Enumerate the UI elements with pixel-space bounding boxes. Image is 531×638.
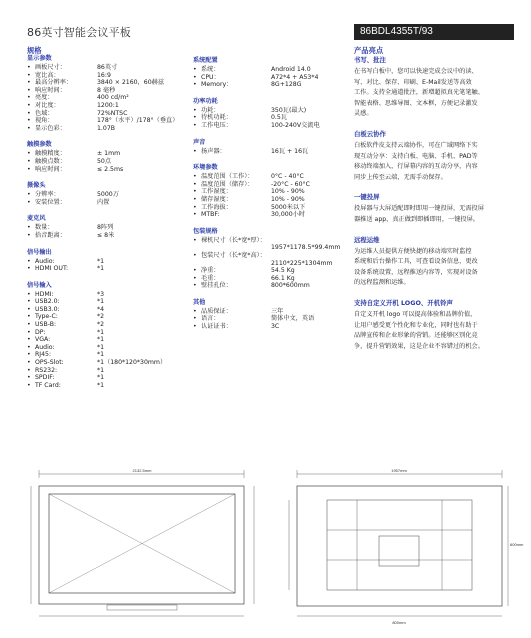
bullet-icon: • xyxy=(27,198,31,206)
spec-value: 16:9 xyxy=(97,71,111,79)
bullet-icon: • xyxy=(193,211,197,219)
spec-value: 10% - 90% xyxy=(271,195,305,203)
spec-section-heading: 功率功耗 xyxy=(193,97,218,105)
spec-key: 拾音距离： xyxy=(35,231,66,239)
bullet-icon: • xyxy=(27,336,31,344)
spec-row xyxy=(27,166,192,174)
spec-value: 30,000小时 xyxy=(271,211,306,219)
spec-section xyxy=(193,228,350,290)
rear-view-drawing xyxy=(289,470,508,616)
spec-key: 认证证书： xyxy=(201,323,232,331)
spec-key: 功耗： xyxy=(201,106,220,114)
spec-value: *1 xyxy=(97,351,105,359)
spec-row xyxy=(193,188,350,196)
spec-key: 温度范围（储存）： xyxy=(201,180,254,188)
spec-value: A72*4 + A53*4 xyxy=(271,73,319,81)
spec-section-heading: 系统配置 xyxy=(193,57,218,64)
spec-key: 视角： xyxy=(35,117,54,125)
spec-row xyxy=(193,211,350,219)
spec-key: VGA: xyxy=(35,336,51,344)
spec-value: 0.5瓦 xyxy=(271,114,288,122)
rear-outline xyxy=(297,486,502,606)
bullet-icon: • xyxy=(193,106,197,114)
spec-value: 3C xyxy=(271,323,280,331)
bullet-icon: • xyxy=(27,157,31,165)
bullet-icon: • xyxy=(193,251,197,259)
spec-section-heading: 触摸参数 xyxy=(27,141,52,149)
spec-key: 分辨率： xyxy=(35,191,60,199)
spec-row xyxy=(193,323,350,331)
bullet-icon: • xyxy=(193,173,197,181)
spec-section xyxy=(27,55,192,132)
spec-value: 16瓦 + 16瓦 xyxy=(271,147,309,155)
highlight-text-line: 为运维人员提供方便快捷的移动端实时监控 xyxy=(354,247,472,255)
spec-section xyxy=(27,215,192,239)
spec-value: 5000米以下 xyxy=(271,203,306,211)
spec-row xyxy=(27,359,192,367)
spec-value: 50点 xyxy=(97,157,112,165)
spec-key: 待机功耗： xyxy=(201,114,232,122)
bullet-icon: • xyxy=(193,323,197,331)
spec-row xyxy=(27,117,192,125)
highlight-section xyxy=(354,193,514,225)
spec-row xyxy=(27,298,192,306)
highlight-text-line: 器推送 app，真正做到即插即用，一键投屏。 xyxy=(354,215,479,223)
spec-row xyxy=(27,158,192,166)
dim-top-left: 2132.5mm xyxy=(132,468,152,473)
spec-section-heading: 摄像头 xyxy=(27,182,46,190)
bullet-icon: • xyxy=(193,121,197,129)
spec-row xyxy=(193,74,350,82)
bullet-icon: • xyxy=(27,94,31,102)
spec-row xyxy=(27,344,192,352)
spec-section-heading: 麦克风 xyxy=(27,215,46,223)
bullet-icon xyxy=(193,244,201,252)
bullet-icon: • xyxy=(27,328,31,336)
bullet-icon: • xyxy=(27,191,31,199)
spec-row xyxy=(193,252,350,260)
highlight-text-line: 智能表格、思维导图、文本框，方便记录激发 xyxy=(354,99,478,107)
bullet-icon: • xyxy=(193,73,197,81)
spec-value: 100-240V交流电 xyxy=(271,121,320,129)
spec-key: 最高分辨率： xyxy=(35,79,73,87)
spec-section xyxy=(27,282,192,390)
spec-key: USB2.0: xyxy=(35,298,60,306)
spec-section-heading: 信号输入 xyxy=(27,281,52,289)
spec-key: USB3.0: xyxy=(35,305,60,313)
bullet-icon: • xyxy=(193,81,197,89)
spec-row xyxy=(27,191,192,199)
spec-section xyxy=(193,57,350,89)
spec-value: *1 xyxy=(97,328,105,336)
spec-key: 语言： xyxy=(201,315,220,323)
spec-row xyxy=(27,224,192,232)
bullet-icon: • xyxy=(27,150,31,158)
spec-section xyxy=(193,139,350,156)
highlight-text-line: 同步上传至云端，无需手动保存。 xyxy=(354,173,447,181)
bullet-icon: • xyxy=(27,165,31,173)
bullet-icon: • xyxy=(27,343,31,351)
spec-value: *2 xyxy=(97,313,105,321)
spec-key xyxy=(201,260,271,268)
spec-column-left xyxy=(27,46,192,398)
bullet-icon: • xyxy=(27,101,31,109)
bullet-icon: • xyxy=(193,282,197,290)
bullet-icon: • xyxy=(27,109,31,117)
spec-value: 5000万 xyxy=(97,191,119,199)
spec-section-heading: 声音 xyxy=(193,138,206,146)
spec-section-heading: 其他 xyxy=(193,298,206,306)
bullet-icon: • xyxy=(193,147,197,155)
bullet-icon: • xyxy=(27,224,31,232)
spec-section-heading: 环境参数 xyxy=(193,164,218,172)
spec-key: 工作电压： xyxy=(201,121,232,129)
spec-key: 触摸精度： xyxy=(35,150,66,158)
spec-value: ≤ 8米 xyxy=(97,231,115,239)
spec-key: 储存湿度： xyxy=(201,195,232,203)
spec-key: 温度范围（工作）： xyxy=(201,173,254,181)
spec-key: 包装尺寸（长*宽*高）： xyxy=(201,251,266,259)
bullet-icon: • xyxy=(27,86,31,94)
spec-key: RJ45: xyxy=(35,351,52,359)
specs-title: 规格 xyxy=(27,46,42,55)
bullet-icon: • xyxy=(27,359,31,367)
spec-row xyxy=(27,336,192,344)
spec-value: *1 xyxy=(97,336,105,344)
highlight-text-line: 让用户感受更个性化和专业化，同时也有助于 xyxy=(354,321,478,329)
spec-value: 8G+128G xyxy=(271,81,302,89)
highlights-title: 产品亮点 xyxy=(354,46,384,55)
spec-key: 显示色彩： xyxy=(35,124,66,132)
spec-value xyxy=(268,237,350,245)
spec-value: *1 xyxy=(97,298,105,306)
highlights-column xyxy=(354,46,514,362)
spec-section xyxy=(193,164,350,219)
spec-row xyxy=(27,199,192,207)
spec-value: *1 xyxy=(97,257,105,265)
spec-value: 三年 xyxy=(271,307,284,315)
spec-value: 8 毫秒 xyxy=(97,86,116,94)
spec-value: *1 xyxy=(97,374,105,382)
spec-key: 色域： xyxy=(35,109,54,117)
spec-key: 触摸点数： xyxy=(35,157,66,165)
spec-row xyxy=(27,94,192,102)
spec-row xyxy=(193,114,350,122)
highlight-section xyxy=(354,299,514,352)
spec-key: HDMI: xyxy=(35,290,54,298)
spec-value: 1.07B xyxy=(97,124,116,132)
spec-value: 3840 × 2160，60赫兹 xyxy=(97,79,165,87)
dim-bottom: 800mm xyxy=(392,620,406,625)
bullet-icon: • xyxy=(193,307,197,315)
model-number: 86BDL4355T/93 xyxy=(354,24,514,40)
spec-value xyxy=(268,252,350,260)
spec-row xyxy=(193,148,350,156)
spec-key: 毛重： xyxy=(201,274,220,282)
spec-sections-left xyxy=(27,55,192,389)
spec-row xyxy=(27,329,192,337)
spec-key: 安装位置： xyxy=(35,198,66,206)
spec-key: Audio: xyxy=(35,257,55,265)
spec-key: Memory： xyxy=(201,81,233,89)
spec-value: ≤ 2.5ms xyxy=(97,165,124,173)
spec-row xyxy=(193,196,350,204)
spec-value: 400 cd/m² xyxy=(97,94,129,102)
bullet-icon: • xyxy=(27,257,31,265)
spec-key: RS232: xyxy=(35,366,58,374)
spec-key: 壁挂孔位： xyxy=(201,282,232,290)
spec-value: 178°（水平）/178°（垂直） xyxy=(97,117,179,125)
spec-value: 2110*225*1304mm xyxy=(271,259,333,267)
spec-value: *1 xyxy=(97,343,105,351)
spec-row xyxy=(193,260,350,268)
spec-section xyxy=(193,299,350,331)
spec-row xyxy=(27,313,192,321)
spec-row xyxy=(27,150,192,158)
bullet-icon: • xyxy=(27,79,31,87)
spec-section xyxy=(193,98,350,130)
highlights-list xyxy=(354,56,514,352)
highlight-section xyxy=(354,56,514,120)
bullet-icon: • xyxy=(27,374,31,382)
spec-key: HDMI OUT: xyxy=(35,265,69,273)
bullet-icon: • xyxy=(27,64,31,71)
spec-section-heading: 包装规格 xyxy=(193,227,218,235)
spec-value: *2 xyxy=(97,321,105,329)
spec-row xyxy=(193,173,350,181)
highlight-text-line: 的远程监测和运维。 xyxy=(354,279,410,287)
dim-top-right: 1957mm xyxy=(391,468,407,473)
spec-value: *4 xyxy=(97,305,105,313)
bullet-icon: • xyxy=(27,231,31,239)
bullet-icon: • xyxy=(193,195,197,203)
bullet-icon: • xyxy=(193,315,197,323)
spec-row xyxy=(27,374,192,382)
spec-row xyxy=(27,102,192,110)
bullet-icon: • xyxy=(193,180,197,188)
spec-section xyxy=(27,141,192,173)
spec-row xyxy=(27,321,192,329)
highlight-text-line: 自定义开机 logo 可以提高体验和品牌价值， xyxy=(354,310,477,318)
spec-value: Android 14.0 xyxy=(271,66,311,73)
bullet-icon: • xyxy=(193,66,197,73)
spec-value: 简体中文，英语 xyxy=(271,315,315,323)
spec-key: Audio: xyxy=(35,343,55,351)
spec-row xyxy=(193,66,350,74)
spec-row xyxy=(193,237,350,245)
spec-key: 数量： xyxy=(35,224,54,232)
bullet-icon: • xyxy=(27,351,31,359)
spec-value: 350瓦(最大) xyxy=(271,106,307,114)
front-view-drawing xyxy=(31,470,254,616)
spec-row xyxy=(27,258,192,266)
spec-row xyxy=(193,204,350,212)
spec-row xyxy=(27,265,192,273)
highlight-heading: 白板云协作 xyxy=(354,129,386,138)
highlight-heading: 书写、批注 xyxy=(354,56,386,64)
highlight-text-line: 争，提升营销效果，这是企业不容错过的机会。 xyxy=(354,342,484,350)
spec-sections-middle xyxy=(193,57,350,331)
highlight-heading: 一键投屏 xyxy=(354,193,380,202)
spec-key: SPDIF: xyxy=(35,374,55,382)
spec-row xyxy=(27,351,192,359)
spec-key: 净重： xyxy=(201,267,220,275)
bullet-icon: • xyxy=(193,267,197,275)
highlight-section xyxy=(354,130,514,183)
spec-key: 宽比高： xyxy=(35,71,60,79)
spec-row xyxy=(27,64,192,72)
spec-section-heading: 信号输出 xyxy=(27,248,52,256)
spec-value: 1957*1178.5*99.4mm xyxy=(271,244,341,252)
spec-value: *1 xyxy=(97,366,105,374)
spec-value: *1 xyxy=(97,381,105,389)
spec-key: OPS-Slot: xyxy=(35,359,64,367)
highlight-heading: 支持自定义开机 LOGO、开机铃声 xyxy=(354,298,453,307)
bullet-icon: • xyxy=(27,305,31,313)
spec-key xyxy=(201,244,271,252)
bullet-icon: • xyxy=(27,313,31,321)
bullet-icon: • xyxy=(193,203,197,211)
spec-row xyxy=(193,315,350,323)
bullet-icon: • xyxy=(193,236,197,244)
dim-right: 600mm xyxy=(510,542,524,547)
spec-key: 扬声器： xyxy=(201,147,226,155)
spec-row xyxy=(193,244,350,252)
spec-value: 10% - 90% xyxy=(271,188,305,196)
highlight-heading: 远程运维 xyxy=(354,235,380,244)
spec-key: 工作海拔： xyxy=(201,203,232,211)
spec-column-middle xyxy=(193,46,350,340)
spec-value: 54.5 Kg xyxy=(271,267,295,275)
spec-section xyxy=(27,249,192,273)
panel-outline xyxy=(39,486,244,604)
spec-key: 亮度： xyxy=(35,94,54,102)
spec-row xyxy=(193,122,350,130)
spec-row xyxy=(27,306,192,314)
bullet-icon: • xyxy=(27,71,31,79)
spec-value: ± 1mm xyxy=(97,150,121,158)
spec-key: Type-C: xyxy=(35,313,58,321)
spec-value: 800*600mm xyxy=(271,282,310,290)
spec-section-heading: 显示参数 xyxy=(27,55,52,62)
spec-key: 响应时间： xyxy=(35,165,66,173)
spec-value: *1 xyxy=(97,265,105,273)
spec-row xyxy=(193,81,350,89)
spec-value: 86英寸 xyxy=(97,64,118,71)
bullet-icon: • xyxy=(193,274,197,282)
spec-value: 8阵列 xyxy=(97,224,114,232)
spec-key: 响应时间： xyxy=(35,86,66,94)
bullet-icon: • xyxy=(193,114,197,122)
spec-value: 72%NTSC xyxy=(97,109,128,117)
spec-key: 品质保证： xyxy=(201,307,232,315)
highlight-text-line: 移动终端加入，行屏幕内容的互动分享，内容 xyxy=(354,163,478,171)
spec-row xyxy=(27,367,192,375)
highlight-text-line: 工作。支持全通道批注，新增超拟真光笔笔触、 xyxy=(354,89,484,97)
highlight-text-line: 品牌宣传和企业形象的营销。还能够区别化竞 xyxy=(354,332,478,340)
highlight-section xyxy=(354,236,514,289)
spec-row xyxy=(193,267,350,275)
bullet-icon: • xyxy=(193,188,197,196)
highlight-text-line: 在书写白板中，您可以快速完成会议中的读、 xyxy=(354,68,478,75)
highlight-text-line: 灵感。 xyxy=(354,110,373,118)
spec-key: CPU： xyxy=(201,73,220,81)
spec-key: DP: xyxy=(35,328,46,336)
highlight-text-line: 投屏器与大屏适配即时即用一键投屏，无需投屏 xyxy=(354,205,484,213)
page-title: 86英寸智能会议平板 xyxy=(27,26,131,39)
highlight-text-line: 系统和后台操作工具，可查看设备信息，更改 xyxy=(354,258,478,266)
bullet-icon: • xyxy=(27,381,31,389)
bullet-icon: • xyxy=(27,298,31,306)
bullet-icon: • xyxy=(27,321,31,329)
highlight-text-line: 写、对比、保存、印刷、E-Mail发送等高效 xyxy=(354,78,472,86)
spec-section xyxy=(27,182,192,206)
bullet-icon: • xyxy=(27,366,31,374)
spec-key: 裸机尺寸（长*宽*厚）： xyxy=(201,236,266,244)
spec-key: 系统： xyxy=(201,66,220,73)
technical-drawings xyxy=(27,466,524,626)
spec-row xyxy=(27,291,192,299)
spec-key: TF Card: xyxy=(35,381,61,389)
spec-value: *3 xyxy=(97,290,105,298)
highlight-text-line: 设备系统设置，远程推送内容等，实现对设备 xyxy=(354,268,478,276)
spec-value: 0°C - 40°C xyxy=(271,173,304,181)
highlight-text-line: 白板软件皮支持云端协作，可在广域网络下实 xyxy=(354,141,478,149)
spec-key: MTBF: xyxy=(201,211,220,219)
spec-key: 画板尺寸： xyxy=(35,64,66,71)
spec-value: 内置 xyxy=(97,198,110,206)
bullet-icon xyxy=(193,260,201,268)
spec-value: 66.1 Kg xyxy=(271,274,295,282)
bullet-icon: • xyxy=(27,117,31,125)
spec-row xyxy=(27,232,192,240)
bullet-icon: • xyxy=(27,124,31,132)
spec-key: 对比度： xyxy=(35,101,60,109)
spec-row xyxy=(193,282,350,290)
spec-row xyxy=(27,382,192,390)
spec-value: 1200:1 xyxy=(97,101,119,109)
spec-value: *1（180*120*30mm） xyxy=(97,359,167,367)
bullet-icon: • xyxy=(27,265,31,273)
spec-row xyxy=(27,125,192,133)
spec-value: -20°C - 60°C xyxy=(271,180,310,188)
spec-key: 工作湿度： xyxy=(201,188,232,196)
spec-row xyxy=(27,79,192,87)
highlight-text-line: 现互动分享：支持白板、电脑、手机、PAD等 xyxy=(354,152,478,160)
spec-key: USB-B: xyxy=(35,321,57,329)
spacer xyxy=(193,46,350,57)
bullet-icon: • xyxy=(27,290,31,298)
